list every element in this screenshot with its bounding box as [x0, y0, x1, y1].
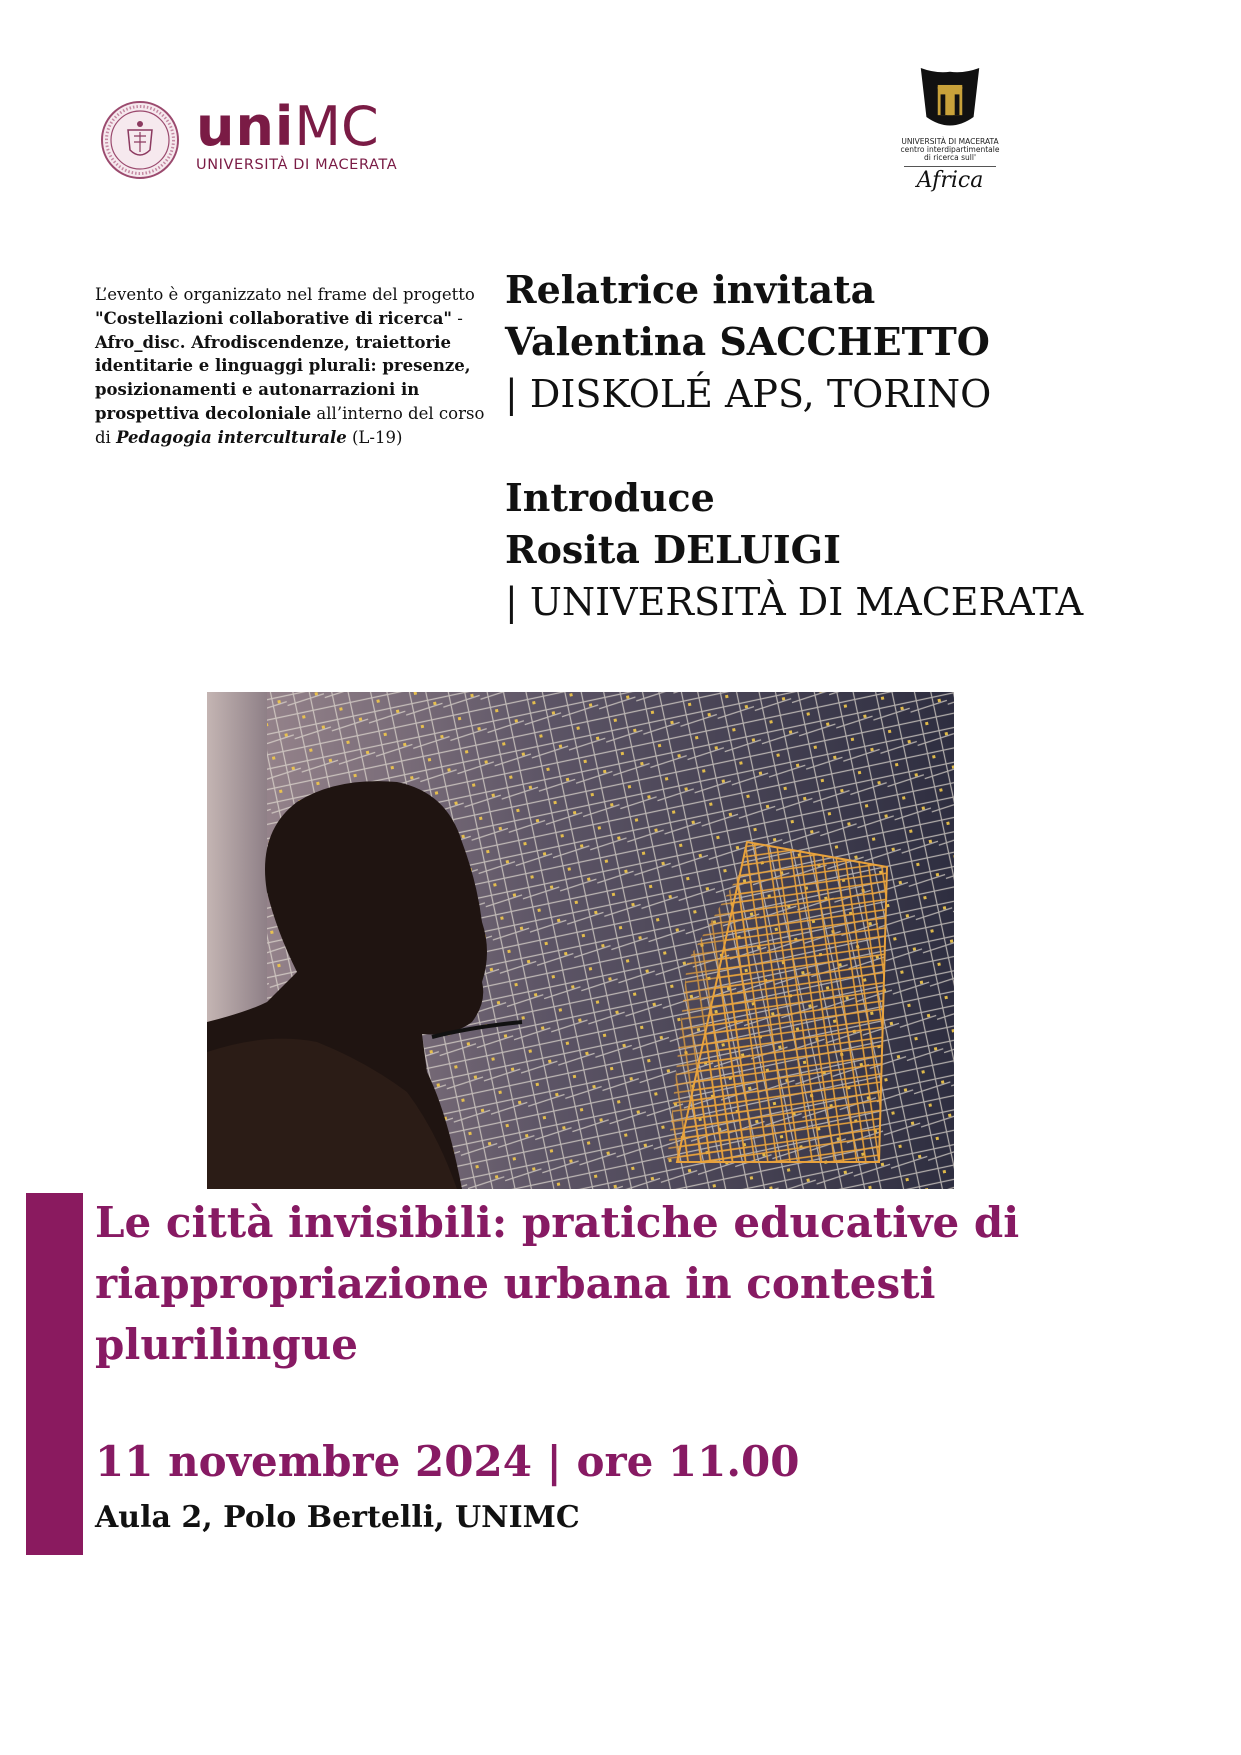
intro-text-2: -: [452, 308, 463, 328]
africa-emblem-icon: [917, 64, 983, 138]
intro-project-title: Afro_disc. Afrodiscendenze, traiettorie identitarie e linguaggi plurali: presenze, posizionamenti e autonarrazioni in prospettiva decoloniale: [95, 332, 471, 423]
unimc-logo: [100, 95, 420, 188]
invited-speaker-affiliation: | DISKOLÉ APS, TORINO: [505, 372, 992, 416]
event-title: Le città invisibili: pratiche educative di riappropriazione urbana in contesti plurilingue: [95, 1198, 1020, 1369]
unimc-wordmark: [196, 95, 398, 174]
africa-logo-line1: UNIVERSITÀ DI MACERATA: [901, 137, 999, 146]
africa-logo-line3: di ricerca sull': [923, 153, 977, 162]
intro-text-1: L’evento è organizzato nel frame del progetto: [95, 285, 475, 304]
invited-speaker-heading: Relatrice invitata: [505, 267, 876, 312]
speakers-block: [505, 264, 1095, 628]
intro-text-3: all’interno del corso di: [95, 403, 485, 447]
university-seal-icon: [100, 100, 180, 180]
africa-logo-line2: centro interdipartimentale: [900, 145, 1000, 154]
unimc-subtitle: UNIVERSITÀ DI MACERATA: [196, 157, 398, 173]
intro-paragraph: [95, 283, 505, 450]
event-photo: [207, 692, 954, 1189]
wordmark-mc: MC: [294, 95, 379, 158]
intro-project-name: "Costellazioni collaborative di ricerca": [95, 308, 453, 328]
event-date-time: 11 novembre 2024 | ore 11.00: [95, 1437, 800, 1486]
introducer-affiliation: | UNIVERSITÀ DI MACERATA: [505, 580, 1084, 624]
intro-text-4: (L-19): [346, 427, 403, 447]
invited-speaker-name: Valentina SACCHETTO: [505, 319, 990, 364]
africa-logo-divider: [904, 166, 996, 167]
africa-logo-script: Africa: [916, 168, 984, 193]
event-location: Aula 2, Polo Bertelli, UNIMC: [95, 1500, 580, 1535]
wordmark-uni: uni: [196, 95, 295, 158]
decorative-side-bar: [26, 1193, 83, 1555]
intro-course-name: Pedagogia interculturale: [116, 427, 347, 447]
event-photo-illustration: [207, 692, 954, 1189]
introducer-name: Rosita DELUIGI: [505, 527, 841, 572]
africa-centre-logo: [898, 64, 1002, 214]
introducer-heading: Introduce: [505, 475, 715, 520]
